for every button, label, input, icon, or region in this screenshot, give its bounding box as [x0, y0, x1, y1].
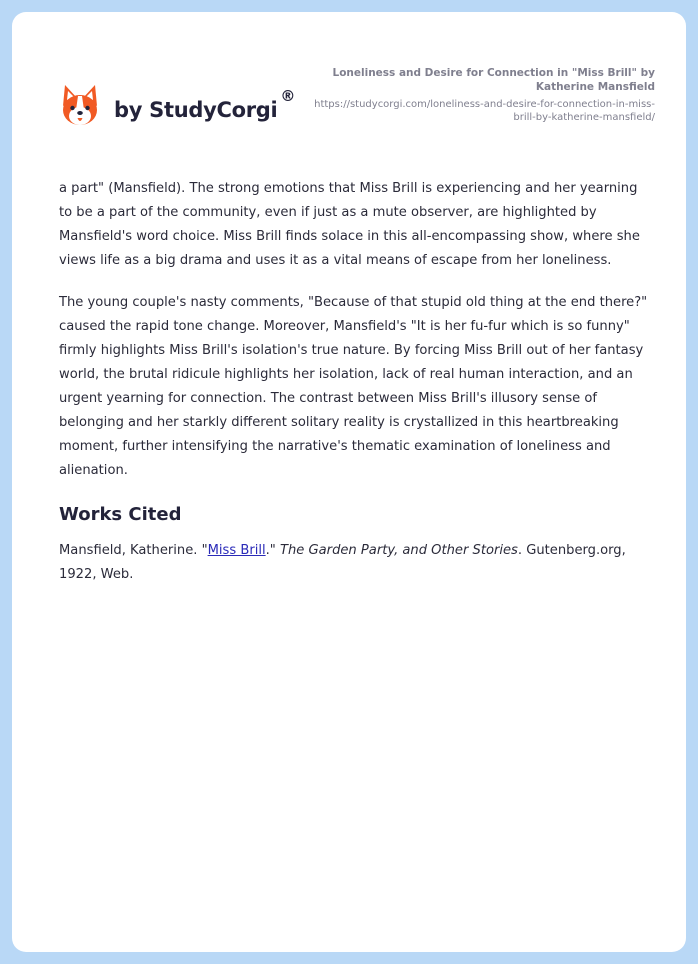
citation-book-title: The Garden Party, and Other Stories	[280, 543, 518, 558]
document-content	[59, 177, 649, 605]
miss-brill-link[interactable]: Miss Brill	[207, 543, 266, 558]
citation-publication: . Gutenberg.org, 1922, Web.	[59, 543, 626, 582]
body-paragraph: a part" (Mansfield). The strong emotions that Miss Brill is experiencing and her yearning to be a part of the community, even if just as a mute observer, are highlighted by Mansfield's word choice. Miss Brill finds solace in this all-encompassing show, where she views life as a big drama and uses it as a vital means of escape from her loneliness.	[59, 181, 640, 268]
corgi-icon	[60, 84, 100, 128]
registered-mark: ®	[280, 87, 296, 105]
studycorgi-logo[interactable]	[60, 76, 295, 136]
document-meta	[310, 66, 655, 124]
document-page	[12, 12, 686, 952]
document-title: Loneliness and Desire for Connection in "Miss Brill" by Katherine Mansfield	[332, 67, 655, 93]
citation-author: Mansfield, Katherine. "	[59, 543, 208, 558]
document-url[interactable]: https://studycorgi.com/loneliness-and-desire-for-connection-in-miss-brill-by-katherine-mansfield/	[314, 99, 655, 123]
brand-name: by StudyCorgi	[114, 98, 278, 122]
citation-after-link: ."	[265, 543, 280, 558]
body-paragraph: The young couple's nasty comments, "Because of that stupid old thing at the end there?" caused the rapid tone change. Moreover, Mansfield's "It is her fu-fur which is so funny" firmly highlights Miss Brill's isolation's true nature. By forcing Miss Brill out of her fantasy world, the brutal ridicule highlights her isolation, lack of real human interaction, and an urgent yearning for connection. The contrast between Miss Brill's illusory sense of belonging and her starkly different solitary reality is crystallized in this heartbreaking moment, further intensifying the narrative's thematic examination of loneliness and alienation.	[59, 295, 648, 478]
works-cited-heading: Works Cited	[59, 504, 182, 525]
citation-entry	[59, 539, 649, 587]
